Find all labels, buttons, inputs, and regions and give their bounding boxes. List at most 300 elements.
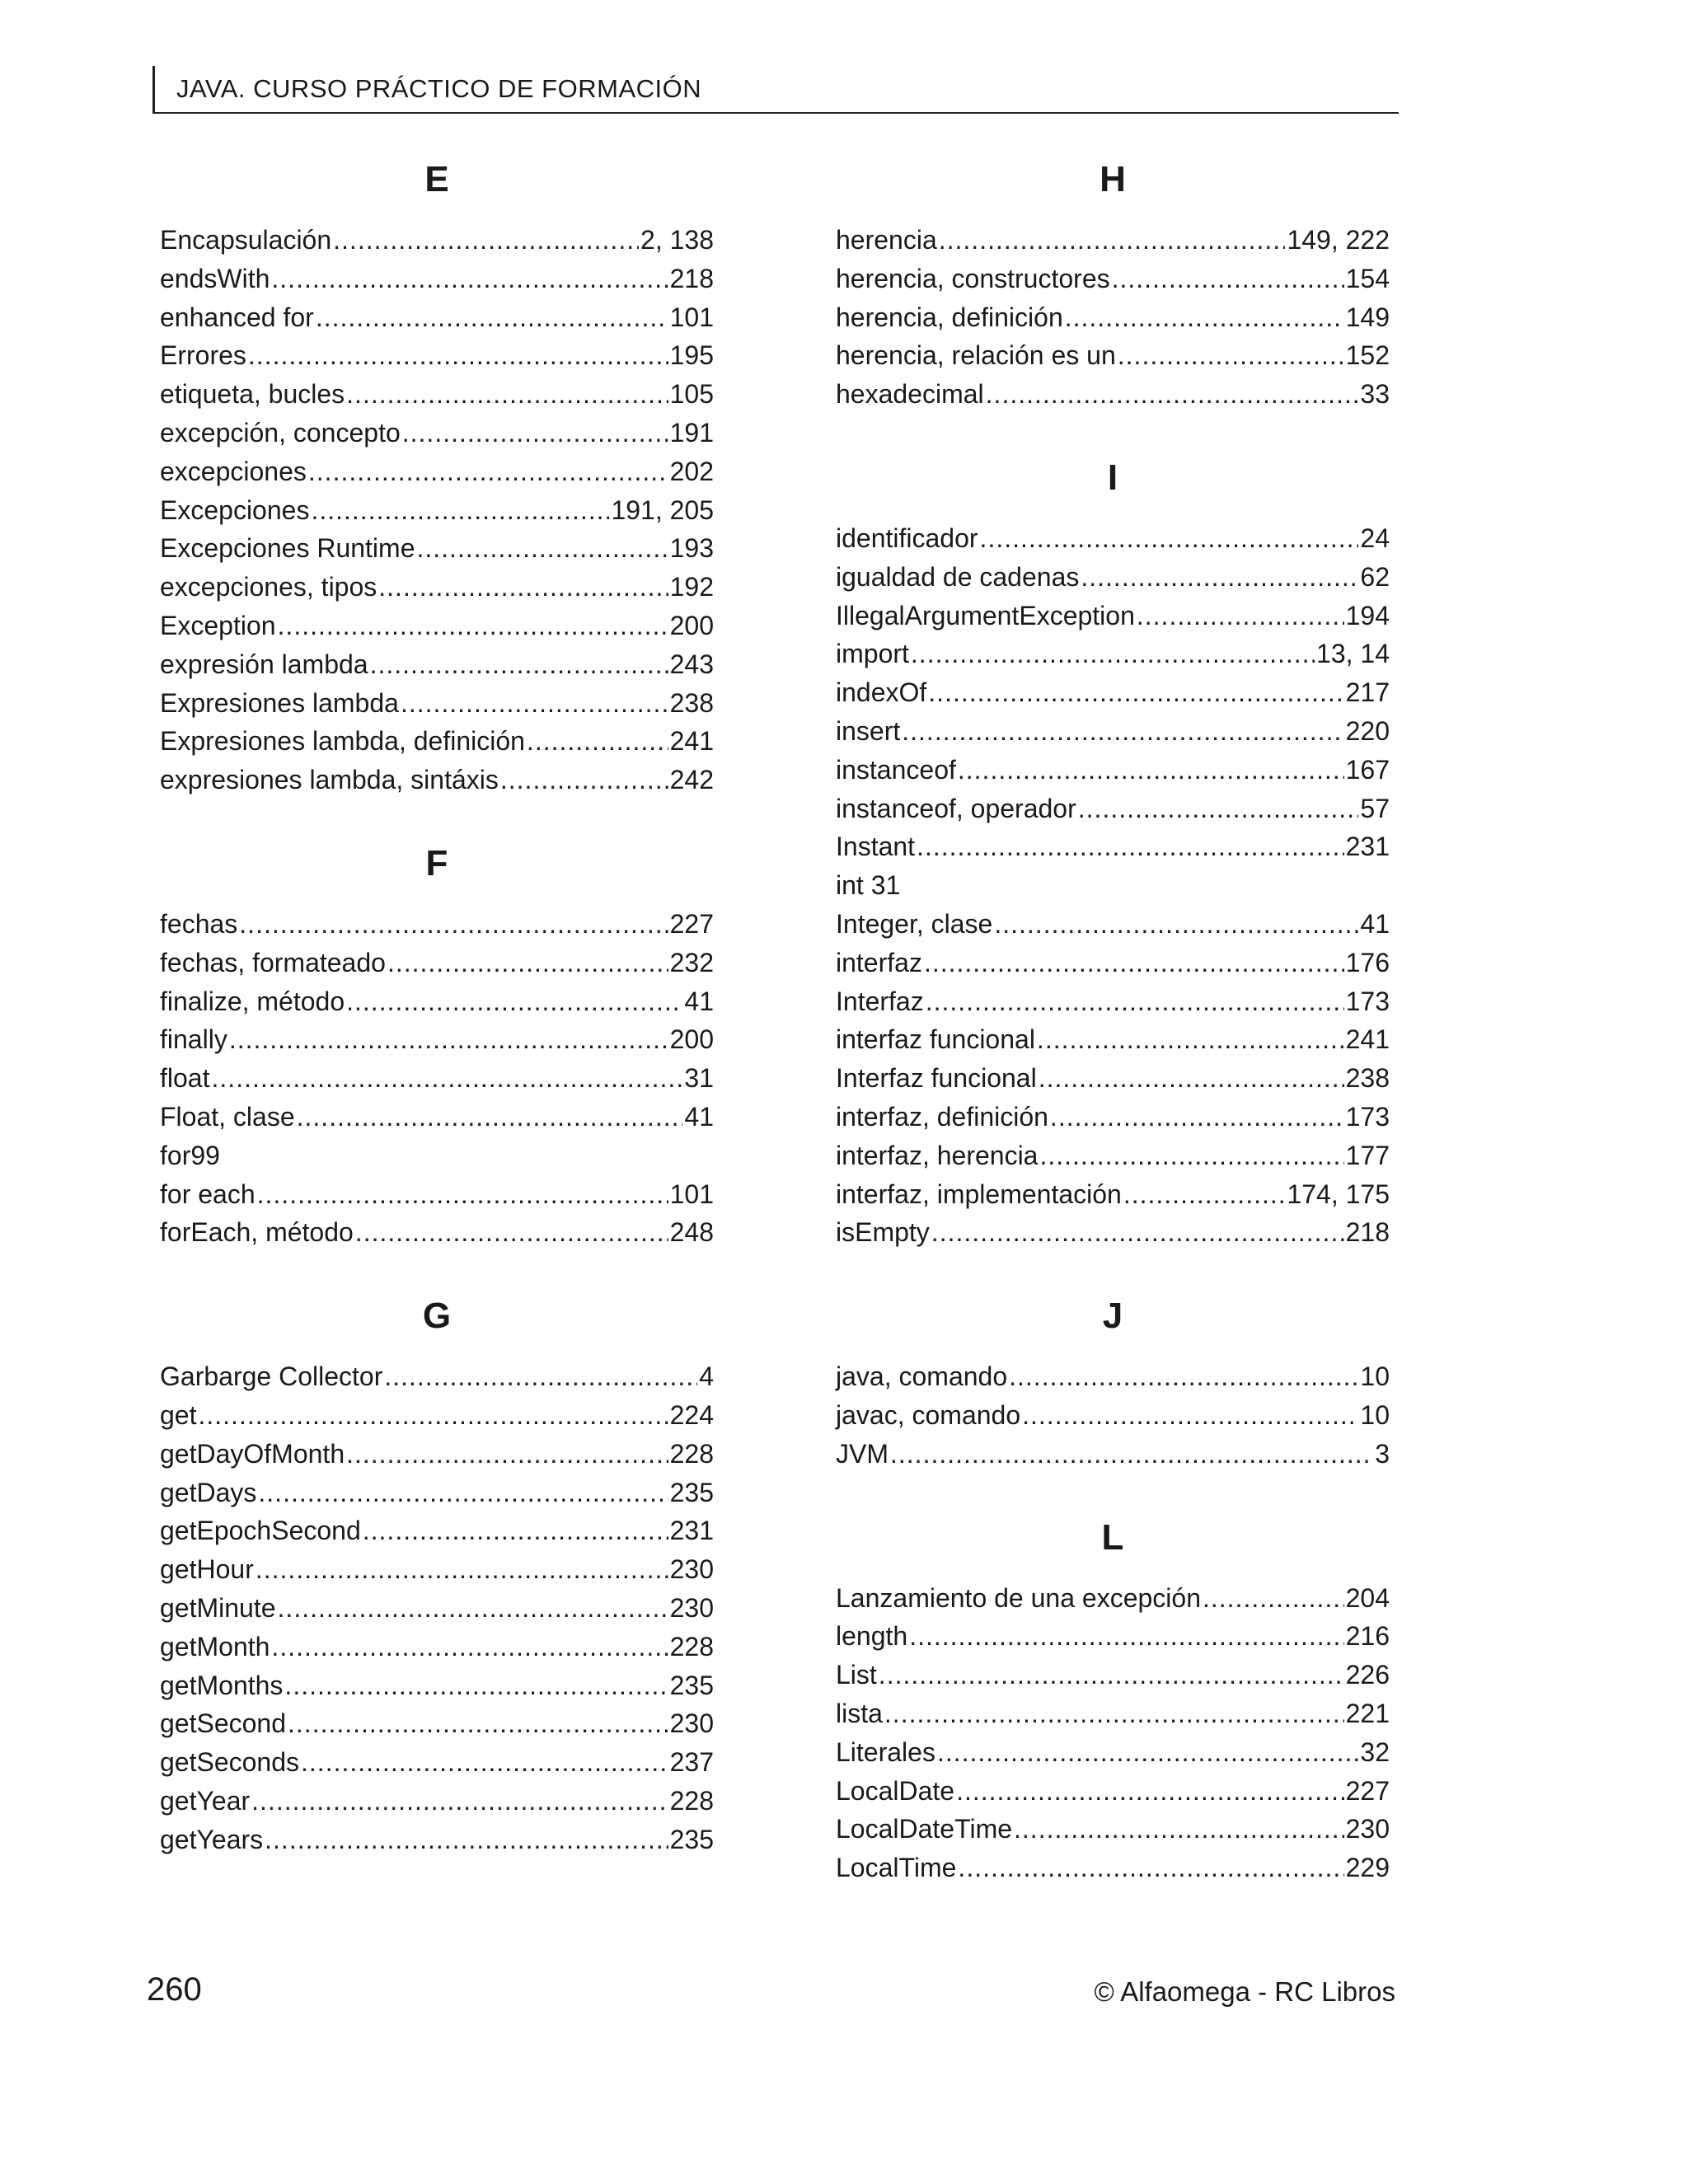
dot-leader xyxy=(301,1743,668,1782)
entry-pages: 238 xyxy=(669,687,714,718)
entry-term: java, comando xyxy=(836,1361,1008,1392)
copyright-notice: © Alfaomega - RC Libros xyxy=(1094,1976,1395,2007)
dot-leader xyxy=(251,1782,668,1821)
index-entry xyxy=(836,827,1390,866)
entry-pages: 105 xyxy=(669,379,714,410)
dot-leader xyxy=(271,1628,668,1666)
index-entry xyxy=(836,597,1390,635)
dot-leader xyxy=(265,1821,668,1859)
index-entry xyxy=(836,866,1390,905)
index-entry xyxy=(836,1213,1390,1252)
index-entry xyxy=(160,221,714,260)
entry-term: getMonth xyxy=(160,1631,270,1661)
index-entry xyxy=(160,1357,714,1396)
entry-pages: 32 xyxy=(1360,1736,1390,1767)
entry-term: lista xyxy=(836,1698,883,1728)
entry-pages: 152 xyxy=(1345,340,1390,371)
entry-pages: 229 xyxy=(1345,1853,1390,1883)
running-title: JAVA. CURSO PRÁCTICO DE FORMACIÓN xyxy=(176,74,702,103)
entry-term: interfaz, herencia xyxy=(836,1140,1039,1170)
entry-pages: 228 xyxy=(669,1438,714,1469)
entry-pages: 230 xyxy=(669,1708,714,1739)
entry-term: interfaz xyxy=(836,947,922,977)
entry-pages: 174, 175 xyxy=(1287,1179,1390,1209)
dot-leader xyxy=(911,635,1315,673)
section-letter: F xyxy=(425,842,448,883)
entry-pages: 221 xyxy=(1345,1698,1390,1728)
entry-pages: 231 xyxy=(1345,832,1390,862)
dot-leader xyxy=(363,1511,668,1550)
dot-leader xyxy=(1050,1098,1344,1137)
dot-leader xyxy=(1039,1137,1343,1175)
entry-term: excepción, concepto xyxy=(160,417,401,448)
dot-leader xyxy=(355,1213,668,1252)
dot-leader xyxy=(402,414,668,452)
dot-leader xyxy=(931,1213,1344,1252)
entry-pages: 200 xyxy=(669,610,714,640)
dot-leader xyxy=(198,1396,668,1435)
entry-pages: 232 xyxy=(669,947,714,977)
entry-term: interfaz, definición xyxy=(836,1101,1048,1132)
index-entry xyxy=(160,1628,714,1666)
index-entry xyxy=(160,1743,714,1782)
entry-term: Float, clase xyxy=(160,1101,295,1132)
entry-pages: 4 xyxy=(699,1361,714,1392)
index-entry xyxy=(160,1704,714,1743)
entry-list xyxy=(160,1357,714,1858)
dot-leader xyxy=(308,452,668,491)
index-entry xyxy=(160,1213,714,1252)
entry-term: LocalDateTime xyxy=(836,1814,1013,1844)
entry-pages: 33 xyxy=(1360,379,1390,410)
dot-leader xyxy=(1078,790,1359,828)
index-entry xyxy=(836,1579,1390,1618)
dot-leader xyxy=(928,673,1343,712)
entry-term: Expresiones lambda xyxy=(160,687,399,718)
dot-leader xyxy=(278,1589,668,1628)
entry-pages: 235 xyxy=(669,1670,714,1700)
dot-leader xyxy=(527,722,668,761)
entry-pages: 248 xyxy=(669,1217,714,1248)
dot-leader xyxy=(926,982,1344,1021)
entry-pages: 235 xyxy=(669,1477,714,1507)
entry-term: fechas, formateado xyxy=(160,947,386,977)
index-entry xyxy=(160,1396,714,1435)
entry-list xyxy=(836,221,1390,414)
index-entry xyxy=(836,375,1390,414)
entry-term: for99 xyxy=(160,1140,220,1170)
index-entry xyxy=(836,1175,1390,1214)
index-section-i xyxy=(836,455,1390,1252)
entry-term: getMonths xyxy=(160,1670,284,1700)
entry-term: JVM xyxy=(836,1438,889,1469)
index-entry xyxy=(160,1782,714,1821)
index-entry xyxy=(160,1474,714,1512)
entry-term: getDayOfMonth xyxy=(160,1438,345,1469)
dot-leader xyxy=(958,751,1344,790)
entry-pages: 10 xyxy=(1360,1399,1390,1430)
entry-pages: 227 xyxy=(669,908,714,939)
entry-term: Exception xyxy=(160,610,276,640)
index-entry xyxy=(836,790,1390,828)
index-entry xyxy=(836,751,1390,790)
dot-leader xyxy=(879,1656,1344,1694)
entry-term: LocalDate xyxy=(836,1775,955,1806)
index-entry xyxy=(160,1550,714,1589)
dot-leader xyxy=(346,1435,668,1474)
entry-pages: 228 xyxy=(669,1785,714,1816)
entry-pages: 31 xyxy=(684,1063,714,1094)
dot-leader xyxy=(278,607,668,645)
entry-term: Expresiones lambda, definición xyxy=(160,726,525,757)
entry-term: herencia, constructores xyxy=(836,263,1110,293)
dot-leader xyxy=(384,1357,697,1396)
section-letter: E xyxy=(424,159,449,199)
entry-pages: 237 xyxy=(669,1747,714,1778)
entry-term: getHour xyxy=(160,1554,254,1585)
dot-leader xyxy=(884,1694,1344,1733)
dot-leader xyxy=(248,336,668,375)
dot-leader xyxy=(917,827,1344,866)
index-entry xyxy=(160,607,714,645)
entry-term: javac, comando xyxy=(836,1399,1021,1430)
dot-leader xyxy=(939,221,1286,260)
index-entry xyxy=(160,1666,714,1705)
entry-pages: 173 xyxy=(1345,986,1390,1016)
entry-pages: 57 xyxy=(1360,793,1390,823)
entry-term: Excepciones Runtime xyxy=(160,533,415,564)
index-entry xyxy=(836,221,1390,260)
index-entry xyxy=(160,761,714,799)
entry-pages: 204 xyxy=(1345,1582,1390,1613)
entry-pages: 226 xyxy=(1345,1660,1390,1690)
entry-pages: 243 xyxy=(669,649,714,679)
entry-term: Integer, clase xyxy=(836,908,993,939)
entry-term: herencia, relación es un xyxy=(836,340,1116,371)
dot-leader xyxy=(346,982,682,1021)
entry-term: Interfaz funcional xyxy=(836,1063,1037,1094)
entry-pages: 228 xyxy=(669,1631,714,1661)
entry-term: herencia xyxy=(836,225,937,255)
index-entry xyxy=(836,1020,1390,1059)
index-section-l xyxy=(836,1515,1390,1887)
index-entry xyxy=(836,1810,1390,1849)
index-entry xyxy=(160,982,714,1021)
entry-term: expresiones lambda, sintáxis xyxy=(160,765,499,795)
entry-term: isEmpty xyxy=(836,1217,930,1248)
entry-term: getYear xyxy=(160,1785,251,1816)
index-entry xyxy=(160,722,714,761)
index-column-right xyxy=(836,157,1390,1929)
dot-leader xyxy=(1137,597,1344,635)
index-entry xyxy=(160,414,714,452)
dot-leader xyxy=(401,684,668,723)
entry-pages: 2, 138 xyxy=(640,225,714,255)
entry-pages: 149, 222 xyxy=(1287,225,1390,255)
index-entry xyxy=(836,982,1390,1021)
index-entry xyxy=(160,298,714,337)
entry-term: hexadecimal xyxy=(836,379,984,410)
entry-pages: 242 xyxy=(669,765,714,795)
dot-leader xyxy=(258,1474,668,1512)
entry-term: fechas xyxy=(160,908,238,939)
index-entry xyxy=(836,1656,1390,1694)
entry-term: Encapsulación xyxy=(160,225,332,255)
index-entry xyxy=(160,684,714,723)
index-entry xyxy=(836,905,1390,944)
entry-term: Errores xyxy=(160,340,246,371)
index-entry xyxy=(160,491,714,530)
index-entry xyxy=(836,635,1390,673)
entry-pages: 10 xyxy=(1360,1361,1390,1392)
index-entry xyxy=(836,1059,1390,1098)
section-letter: G xyxy=(422,1296,452,1337)
entry-term: instanceof, operador xyxy=(836,793,1076,823)
index-entry xyxy=(160,645,714,684)
entry-term: igualdad de cadenas xyxy=(836,561,1080,592)
entry-term: LocalTime xyxy=(836,1853,957,1883)
entry-pages: 195 xyxy=(669,340,714,371)
index-entry xyxy=(836,558,1390,597)
index-entry xyxy=(160,1589,714,1628)
entry-pages: 101 xyxy=(669,1179,714,1209)
entry-term: Excepciones xyxy=(160,494,310,525)
entry-pages: 41 xyxy=(684,1101,714,1132)
dot-leader xyxy=(333,221,639,260)
index-entry xyxy=(836,1849,1390,1887)
entry-pages: 154 xyxy=(1345,263,1390,293)
entry-pages: 227 xyxy=(1345,1775,1390,1806)
entry-list xyxy=(836,519,1390,1252)
dot-leader xyxy=(924,944,1344,982)
dot-leader xyxy=(958,1849,1343,1887)
section-letter: I xyxy=(1107,457,1118,498)
entry-pages: 216 xyxy=(1345,1621,1390,1652)
index-entry xyxy=(160,1821,714,1859)
index-entry xyxy=(160,452,714,491)
entry-pages: 230 xyxy=(1345,1814,1390,1844)
index-entry xyxy=(160,1098,714,1137)
index-entry xyxy=(160,905,714,944)
index-entry xyxy=(160,1511,714,1550)
entry-term: List xyxy=(836,1660,877,1690)
entry-term: Instant xyxy=(836,832,916,862)
index-entry xyxy=(160,1175,714,1214)
entry-term: getSeconds xyxy=(160,1747,300,1778)
entry-pages: 41 xyxy=(684,986,714,1016)
index-entry xyxy=(160,1137,714,1175)
entry-pages: 217 xyxy=(1345,677,1390,708)
entry-term: enhanced for xyxy=(160,302,314,332)
dot-leader xyxy=(378,568,668,607)
dot-leader xyxy=(257,1175,668,1214)
dot-leader xyxy=(297,1098,683,1137)
entry-term: Interfaz xyxy=(836,986,924,1016)
dot-leader xyxy=(1203,1579,1344,1618)
dot-leader xyxy=(288,1704,668,1743)
section-letter: H xyxy=(1100,159,1126,199)
section-letter: J xyxy=(1102,1296,1123,1337)
entry-pages: 194 xyxy=(1345,600,1390,630)
entry-pages: 218 xyxy=(1345,1217,1390,1248)
entry-pages: 241 xyxy=(1345,1024,1390,1055)
entry-pages: 224 xyxy=(669,1399,714,1430)
entry-term: indexOf xyxy=(836,677,927,708)
index-entry xyxy=(836,336,1390,375)
dot-leader xyxy=(500,761,668,799)
dot-leader xyxy=(316,298,668,337)
entry-term: getYears xyxy=(160,1824,264,1854)
entry-term: identificador xyxy=(836,523,978,553)
entry-pages: 193 xyxy=(669,533,714,564)
index-entry xyxy=(160,1435,714,1474)
entry-term: insert xyxy=(836,715,901,746)
index-entry xyxy=(836,944,1390,982)
dot-leader xyxy=(1081,558,1358,597)
entry-pages: 3 xyxy=(1375,1438,1390,1469)
dot-leader xyxy=(1014,1810,1344,1849)
index-entry xyxy=(836,1396,1390,1435)
entry-term: getDays xyxy=(160,1477,257,1507)
entry-term: float xyxy=(160,1063,210,1094)
entry-pages: 231 xyxy=(669,1516,714,1546)
entry-term: import xyxy=(836,639,909,669)
index-entry xyxy=(836,1617,1390,1656)
dot-leader xyxy=(890,1435,1373,1474)
entry-pages: 173 xyxy=(1345,1101,1390,1132)
entry-term: herencia, definición xyxy=(836,302,1063,332)
entry-pages: 220 xyxy=(1345,715,1390,746)
entry-term: finally xyxy=(160,1024,227,1055)
dot-leader xyxy=(211,1059,682,1098)
index-section-e xyxy=(160,157,714,799)
index-entry xyxy=(836,298,1390,337)
entry-pages: 230 xyxy=(669,1592,714,1623)
dot-leader xyxy=(229,1020,668,1059)
entry-list xyxy=(836,1579,1390,1887)
entry-list xyxy=(836,1357,1390,1473)
entry-term: instanceof xyxy=(836,754,956,785)
dot-leader xyxy=(980,519,1359,558)
dot-leader xyxy=(370,645,668,684)
entry-term: getMinute xyxy=(160,1592,276,1623)
entry-term: getSecond xyxy=(160,1708,287,1739)
entry-term: int 31 xyxy=(836,870,901,901)
index-entry xyxy=(836,673,1390,712)
dot-leader xyxy=(284,1666,668,1705)
dot-leader xyxy=(937,1733,1358,1772)
entry-pages: 235 xyxy=(669,1824,714,1854)
index-entry xyxy=(836,1435,1390,1474)
entry-pages: 176 xyxy=(1345,947,1390,977)
entry-term: endsWith xyxy=(160,263,270,293)
entry-pages: 192 xyxy=(669,572,714,602)
index-entry xyxy=(836,1137,1390,1175)
dot-leader xyxy=(1065,298,1344,337)
entry-term: excepciones, tipos xyxy=(160,572,377,602)
dot-leader xyxy=(387,944,668,982)
entry-pages: 41 xyxy=(1360,908,1390,939)
index-entry xyxy=(160,944,714,982)
entry-list xyxy=(160,221,714,799)
dot-leader xyxy=(994,905,1358,944)
entry-pages: 191 xyxy=(669,417,714,448)
entry-pages: 62 xyxy=(1360,561,1390,592)
index-entry xyxy=(160,1059,714,1098)
entry-list xyxy=(160,905,714,1252)
index-entry xyxy=(836,1772,1390,1811)
dot-leader xyxy=(986,375,1359,414)
index-entry xyxy=(160,529,714,568)
dot-leader xyxy=(1123,1175,1286,1214)
dot-leader xyxy=(1039,1059,1344,1098)
dot-leader xyxy=(416,529,668,568)
page-number: 260 xyxy=(147,1971,202,2008)
dot-leader xyxy=(956,1772,1344,1811)
index-column-left xyxy=(160,157,714,1900)
entry-term: getEpochSecond xyxy=(160,1516,361,1546)
index-entry xyxy=(836,1694,1390,1733)
entry-pages: 230 xyxy=(669,1554,714,1585)
entry-term: finalize, método xyxy=(160,986,345,1016)
index-entry xyxy=(836,1098,1390,1137)
entry-pages: 218 xyxy=(669,263,714,293)
index-section-g xyxy=(160,1293,714,1858)
index-entry xyxy=(160,260,714,298)
dot-leader xyxy=(346,375,668,414)
index-entry xyxy=(836,260,1390,298)
dot-leader xyxy=(1022,1396,1358,1435)
index-section-j xyxy=(836,1293,1390,1473)
entry-term: IllegalArgumentException xyxy=(836,600,1135,630)
entry-pages: 191, 205 xyxy=(611,494,714,525)
entry-term: for each xyxy=(160,1179,256,1209)
entry-term: expresión lambda xyxy=(160,649,368,679)
dot-leader xyxy=(1118,336,1344,375)
index-entry xyxy=(160,568,714,607)
index-entry xyxy=(160,336,714,375)
section-letter: L xyxy=(1101,1516,1124,1558)
running-header xyxy=(152,66,1399,114)
entry-term: forEach, método xyxy=(160,1217,354,1248)
entry-term: excepciones xyxy=(160,456,307,486)
dot-leader xyxy=(256,1550,668,1589)
entry-term: etiqueta, bucles xyxy=(160,379,345,410)
dot-leader xyxy=(902,712,1343,751)
entry-term: interfaz, implementación xyxy=(836,1179,1122,1209)
entry-term: Garbarge Collector xyxy=(160,1361,383,1392)
index-entry xyxy=(836,712,1390,751)
entry-term: Literales xyxy=(836,1736,935,1767)
entry-pages: 13, 14 xyxy=(1316,639,1390,669)
entry-pages: 238 xyxy=(1345,1063,1390,1094)
entry-pages: 177 xyxy=(1345,1140,1390,1170)
entry-pages: 200 xyxy=(669,1024,714,1055)
index-entry xyxy=(160,1020,714,1059)
entry-term: length xyxy=(836,1621,908,1652)
entry-pages: 149 xyxy=(1345,302,1390,332)
entry-term: Lanzamiento de una excepción xyxy=(836,1582,1201,1613)
dot-leader xyxy=(909,1617,1343,1656)
index-entry xyxy=(836,519,1390,558)
dot-leader xyxy=(311,491,609,530)
entry-pages: 202 xyxy=(669,456,714,486)
index-entry xyxy=(836,1357,1390,1396)
entry-pages: 167 xyxy=(1345,754,1390,785)
dot-leader xyxy=(271,260,668,298)
entry-term: interfaz funcional xyxy=(836,1024,1035,1055)
entry-term: get xyxy=(160,1399,197,1430)
